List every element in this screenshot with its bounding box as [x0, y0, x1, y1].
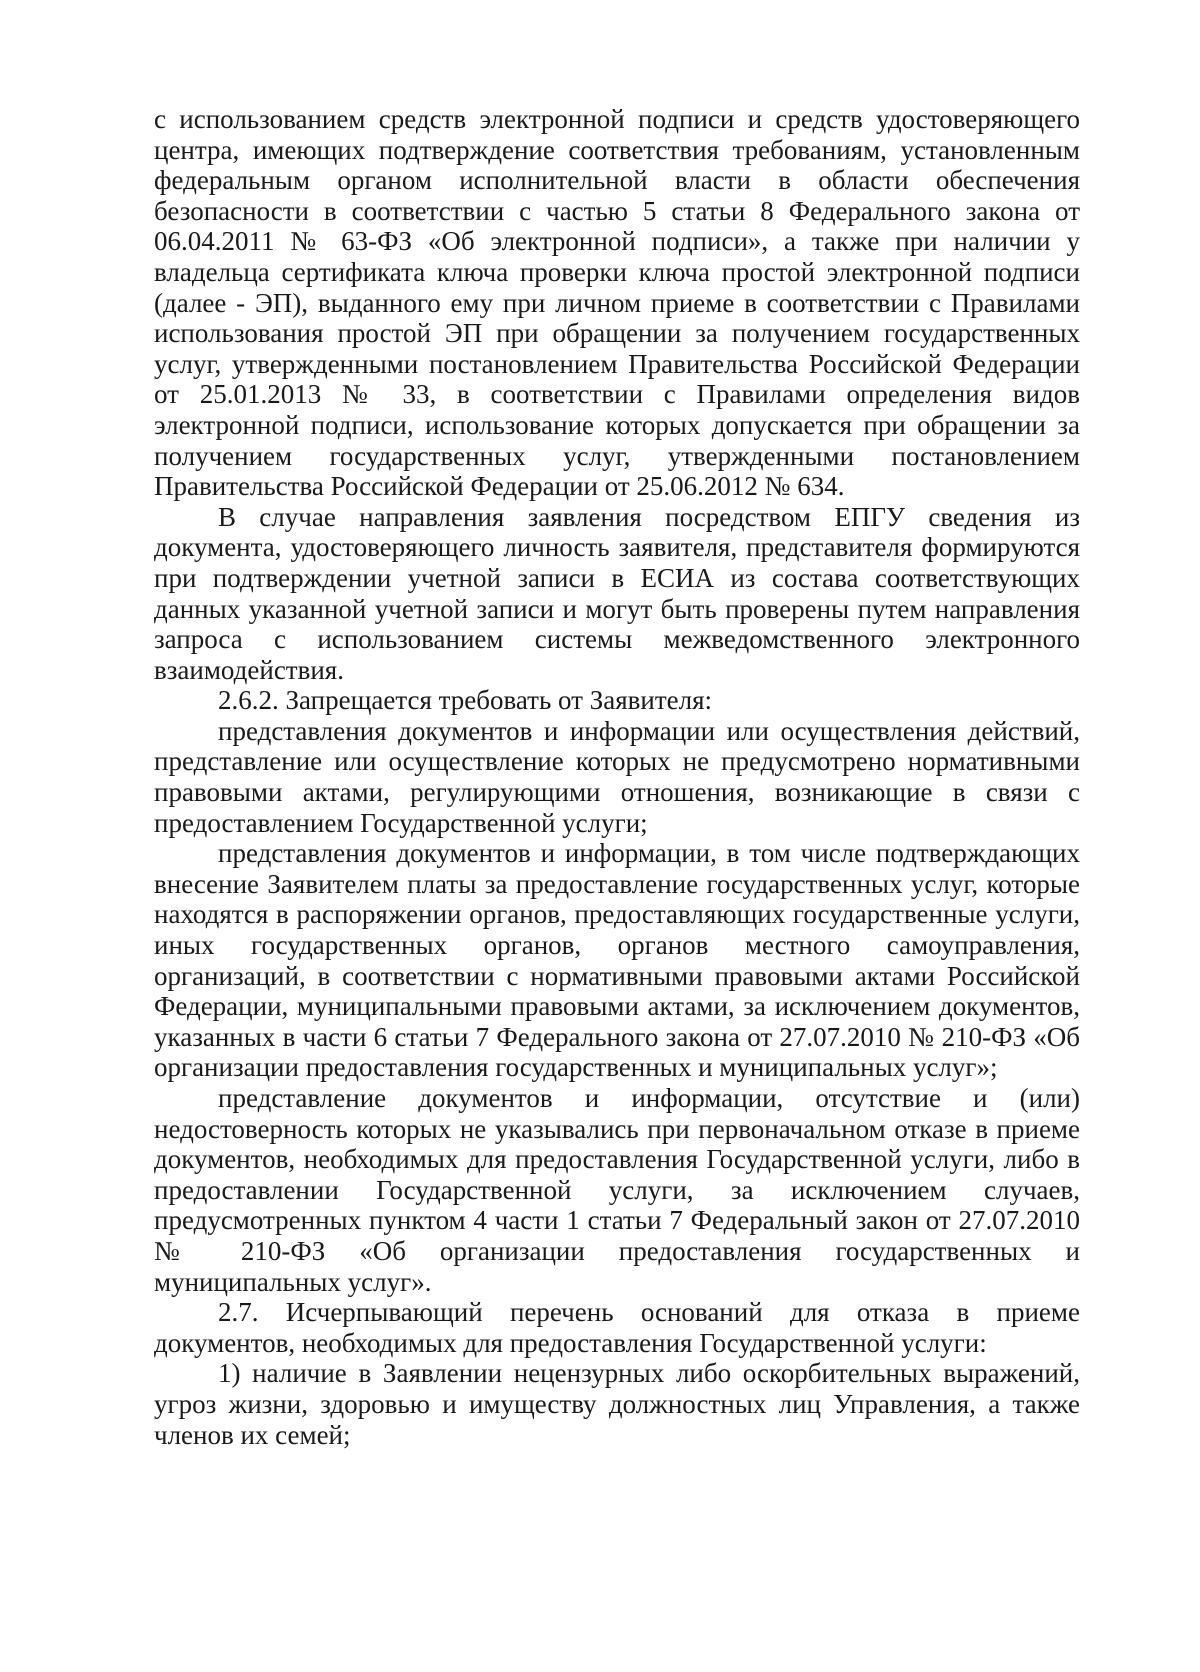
- paragraph-prohibition-1: представления документов и информации или осуществления действий, представление или осуществление которых не предусмотрено нормативными правовыми актами, регулирующими отношения, возникающие в связи с предоставлением Государственной услуги;: [154, 715, 1080, 838]
- document-body: [154, 104, 1080, 1450]
- paragraph-refusal-ground-1: 1) наличие в Заявлении нецензурных либо оскорбительных выражений, угроз жизни, здоровью и имуществу должностных лиц Управления, а также членов их семей;: [154, 1358, 1080, 1450]
- paragraph-prohibition-2: представления документов и информации, в том числе подтверждающих внесение Заявителем платы за предоставление государственных услуг, которые находятся в распоряжении органов, предоставляющих государственные услуги, иных государственных органов, органов местного самоуправления, организаций, в соответствии с нормативными правовыми актами Российской Федерации, муниципальными правовыми актами, за исключением документов, указанных в части 6 статьи 7 Федерального закона от 27.07.2010 № 210-ФЗ «Об организации предоставления государственных и муниципальных услуг»;: [154, 838, 1080, 1083]
- paragraph-epgu-identity: В случае направления заявления посредством ЕПГУ сведения из документа, удостоверяющего личность заявителя, представителя формируются при подтверждении учетной записи в ЕСИА из состава соответствующих данных указанной учетной записи и могут быть проверены путем направления запроса с использованием системы межведомственного электронного взаимодействия.: [154, 501, 1080, 685]
- paragraph-2-6-2-heading: 2.6.2. Запрещается требовать от Заявителя:: [218, 685, 713, 716]
- paragraph-2-7-heading: 2.7. Исчерпывающий перечень оснований для отказа в приеме документов, необходимых для предоставления Государственной услуги:: [154, 1297, 1080, 1358]
- paragraph-esignature-continuation: с использованием средств электронной подписи и средств удостоверяющего центра, имеющих подтверждение соответствия требованиям, установленным федеральным органом исполнительной власти в области обеспечения безопасности в соответствии с частью 5 статьи 8 Федерального закона от 06.04.2011 № 63-ФЗ «Об электронной подписи», а также при наличии у владельца сертификата ключа проверки ключа простой электронной подписи (далее - ЭП), выданного ему при личном приеме в соответствии с Правилами использования простой ЭП при обращении за получением государственных услуг, утвержденными постановлением Правительства Российской Федерации от 25.01.2013 № 33, в соответствии с Правилами определения видов электронной подписи, использование которых допускается при обращении за получением государственных услуг, утвержденными постановлением Правительства Российской Федерации от 25.06.2012 № 634.: [154, 104, 1080, 502]
- paragraph-prohibition-3: представление документов и информации, отсутствие и (или) недостоверность которых не указывались при первоначальном отказе в приеме документов, необходимых для предоставления Государственной услуги, либо в предоставлении Государственной услуги, за исключением случаев, предусмотренных пунктом 4 части 1 статьи 7 Федеральный закон от 27.07.2010 № 210-ФЗ «Об организации предоставления государственных и муниципальных услуг».: [154, 1083, 1080, 1297]
